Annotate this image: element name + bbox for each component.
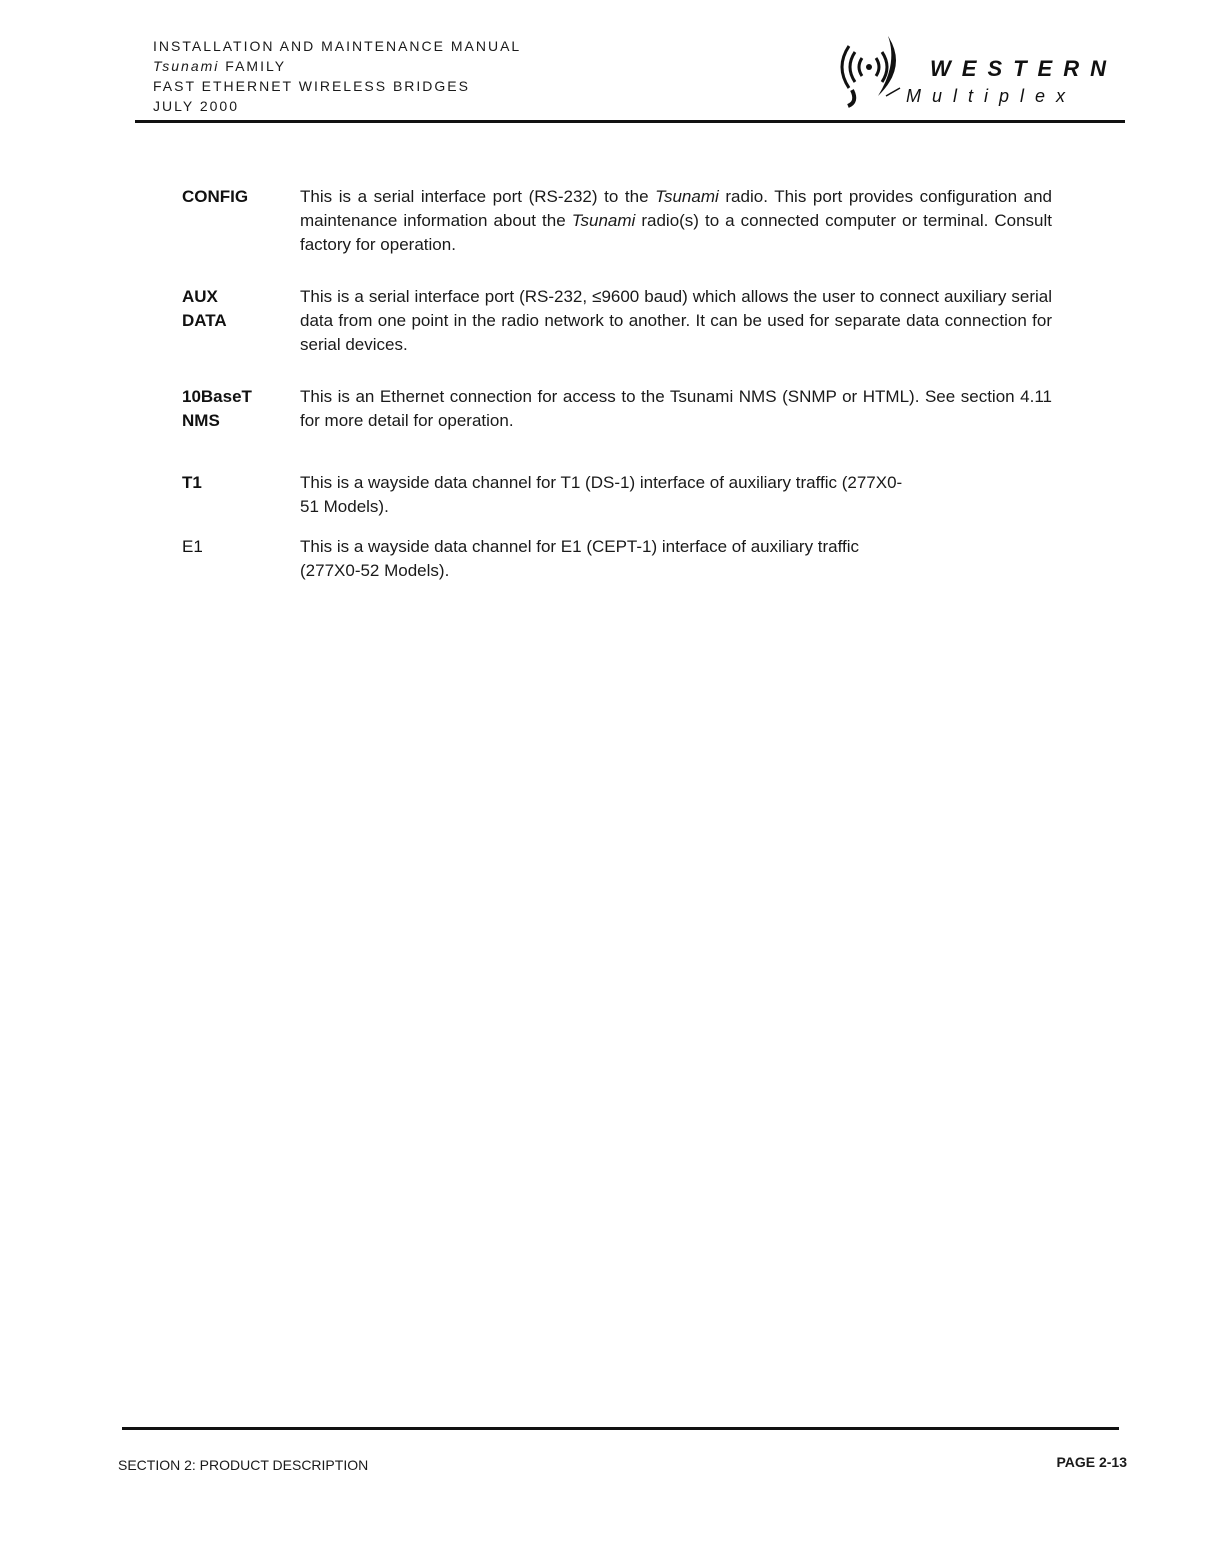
term-e1-label: E1 bbox=[182, 537, 203, 556]
logo-word-multiplex: Multiplex bbox=[906, 86, 1077, 106]
term-aux-line1: AUX bbox=[182, 287, 218, 306]
manual-title: INSTALLATION AND MAINTENANCE MANUAL bbox=[153, 38, 522, 54]
page-number: PAGE 2-13 bbox=[1056, 1454, 1127, 1470]
term-nms-line1: 10BaseT bbox=[182, 387, 252, 406]
desc-config-italic-a: Tsunami bbox=[655, 187, 719, 206]
term-10baset-nms bbox=[182, 385, 300, 433]
term-nms-line2: NMS bbox=[182, 411, 220, 430]
footer-rule bbox=[122, 1427, 1119, 1430]
entry-10baset-nms bbox=[182, 385, 1052, 433]
term-t1 bbox=[182, 471, 300, 495]
entry-config bbox=[182, 185, 1052, 257]
company-logo bbox=[838, 30, 1128, 114]
desc-config-part-b: radio. This port provides configuration and maintenance information about the bbox=[300, 187, 1052, 230]
desc-config-part-a: This is a serial interface port (RS-232) to the bbox=[300, 187, 656, 206]
product-family-italic: Tsunami bbox=[153, 58, 220, 74]
term-e1 bbox=[182, 535, 300, 559]
document-date: JULY 2000 bbox=[153, 98, 239, 114]
term-config bbox=[182, 185, 300, 209]
entry-t1 bbox=[182, 471, 1052, 519]
product-subtitle: FAST ETHERNET WIRELESS BRIDGES bbox=[153, 78, 470, 94]
product-family-rest: FAMILY bbox=[219, 58, 287, 74]
desc-config bbox=[300, 185, 1052, 257]
logo-word-western: WESTERN bbox=[930, 56, 1117, 81]
term-aux-line2: DATA bbox=[182, 311, 227, 330]
header-rule bbox=[135, 120, 1125, 123]
desc-config-italic-b: Tsunami bbox=[571, 211, 636, 230]
entry-aux-data bbox=[182, 285, 1052, 357]
entry-e1 bbox=[182, 535, 1052, 583]
desc-t1: This is a wayside data channel for T1 (DS-1) interface of auxiliary traffic (277X0-51 Models). bbox=[300, 473, 903, 516]
desc-e1: This is a wayside data channel for E1 (CEPT-1) interface of auxiliary traffic (277X0-52 Models). bbox=[300, 537, 860, 580]
footer-section: SECTION 2: PRODUCT DESCRIPTION bbox=[118, 1457, 369, 1473]
term-config-label: CONFIG bbox=[182, 187, 249, 206]
desc-10baset-nms: This is an Ethernet connection for access to the Tsunami NMS (SNMP or HTML). See section 4.11 for more detail for operation. bbox=[300, 387, 1052, 430]
port-definitions bbox=[182, 185, 1052, 583]
desc-aux-data: This is a serial interface port (RS-232, ≤9600 baud) which allows the user to connect auxiliary serial data from one point in the radio network to another. It can be used for separate data connection for serial devices. bbox=[300, 287, 1052, 354]
desc-config-part-c: radio(s) to a connected computer or terminal. Consult factory for operation. bbox=[300, 211, 1052, 254]
document-header bbox=[153, 36, 521, 116]
term-t1-label: T1 bbox=[182, 473, 202, 492]
product-family bbox=[153, 56, 521, 76]
term-aux-data bbox=[182, 285, 300, 333]
